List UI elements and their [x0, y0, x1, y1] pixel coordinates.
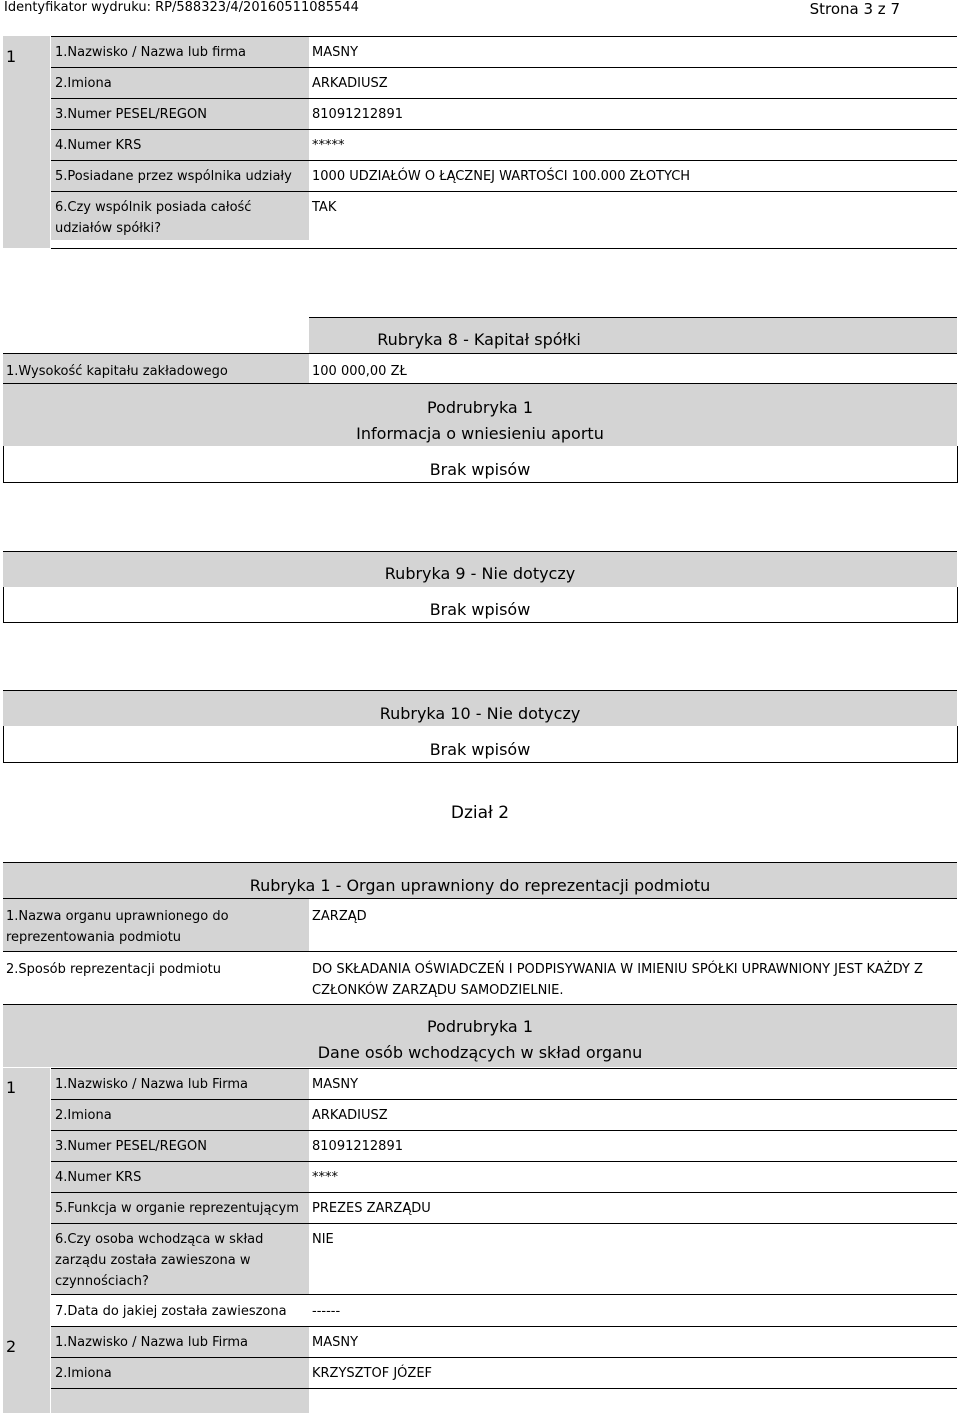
organ-sub-title1: Podrubryka 1 [427, 1017, 533, 1036]
member-field-label: 2.Imiona [55, 1366, 112, 1381]
organ-title: Rubryka 1 - Organ uprawniony do reprezentacji podmiotu [249, 876, 711, 895]
partner-field-value: TAK [312, 200, 337, 215]
partner-field-label: 4.Numer KRS [55, 138, 142, 153]
rubryka-10-empty: Brak wpisów [429, 740, 531, 759]
member-field-value: PREZES ZARZĄDU [312, 1201, 431, 1216]
partner-field-value: 81091212891 [312, 107, 403, 122]
member-field-label: 5.Funkcja w organie reprezentującym [55, 1201, 299, 1216]
subrubryka-aport-title2: Informacja o wniesieniu aportu [356, 424, 604, 443]
member-1-index-cell [3, 1068, 50, 1326]
member-1-index: 1 [6, 1078, 17, 1097]
rubryka-8-title: Rubryka 8 - Kapitał spółki [377, 330, 581, 349]
member-2-index: 2 [6, 1337, 17, 1356]
organ-method-label: 2.Sposób reprezentacji podmiotu [6, 962, 221, 977]
partner-field-label: 3.Numer PESEL/REGON [55, 107, 207, 122]
partner-field-value: ARKADIUSZ [312, 76, 388, 91]
member-field-label: 4.Numer KRS [55, 1170, 142, 1185]
partner-field-value: ***** [312, 138, 345, 153]
member-field-label: 2.Imiona [55, 1108, 112, 1123]
member-field-label: 7.Data do jakiej została zawieszona [55, 1304, 287, 1319]
member-field-label: 6.Czy osoba wchodząca w skład zarządu została zawieszona w czynnościach? [55, 1232, 264, 1289]
partner-field-label: 1.Nazwisko / Nazwa lub firma [55, 45, 247, 60]
member-field-value: ------ [312, 1304, 341, 1319]
member-field-label: 1.Nazwisko / Nazwa lub Firma [55, 1335, 248, 1350]
member-field-value: NIE [312, 1232, 334, 1247]
rubryka-9-empty: Brak wpisów [429, 600, 531, 619]
capital-value: 100 000,00 ZŁ [312, 364, 407, 379]
page-number: Strona 3 z 7 [809, 0, 900, 18]
member-field-label: 1.Nazwisko / Nazwa lub Firma [55, 1077, 248, 1092]
partner-field-label: 6.Czy wspólnik posiada całość udziałów spółki? [55, 200, 252, 236]
partner-field-label: 5.Posiadane przez wspólnika udziały [55, 169, 292, 184]
partner-field-value: MASNY [312, 45, 359, 60]
member-field-value: 81091212891 [312, 1139, 403, 1154]
organ-sub-title2: Dane osób wchodzących w skład organu [317, 1043, 643, 1062]
member-field-value: **** [312, 1170, 338, 1185]
member-field-value: MASNY [312, 1335, 359, 1350]
partner-index: 1 [6, 47, 17, 66]
rubryka-10-title: Rubryka 10 - Nie dotyczy [379, 704, 581, 723]
member-field-label: 3.Numer PESEL/REGON [55, 1139, 207, 1154]
organ-method-value: DO SKŁADANIA OŚWIADCZEŃ I PODPISYWANIA W IMIENIU SPÓŁKI UPRAWNIONY JEST KAŻDY Z CZŁONKÓW ZARZĄDU SAMODZIELNIE. [312, 962, 923, 998]
member-field-value: ARKADIUSZ [312, 1108, 388, 1123]
member-field-value: MASNY [312, 1077, 359, 1092]
member-field-value: KRZYSZTOF JÓZEF [312, 1366, 433, 1381]
partner-field-label: 2.Imiona [55, 76, 112, 91]
print-identifier: Identyfikator wydruku: RP/588323/4/20160511085544 [4, 0, 359, 15]
dzial-2-title: Dział 2 [450, 803, 510, 823]
partner-index-cell [3, 36, 50, 248]
aport-empty: Brak wpisów [429, 460, 531, 479]
partner-field-value: 1000 UDZIAŁÓW O ŁĄCZNEJ WARTOŚCI 100.000 ZŁOTYCH [312, 169, 691, 184]
capital-label: 1.Wysokość kapitału zakładowego [6, 364, 228, 379]
organ-name-value: ZARZĄD [312, 909, 367, 924]
organ-name-label: 1.Nazwa organu uprawnionego do reprezentowania podmiotu [6, 909, 229, 945]
rubryka-9-title: Rubryka 9 - Nie dotyczy [384, 564, 576, 583]
subrubryka-aport-title1: Podrubryka 1 [427, 398, 533, 417]
